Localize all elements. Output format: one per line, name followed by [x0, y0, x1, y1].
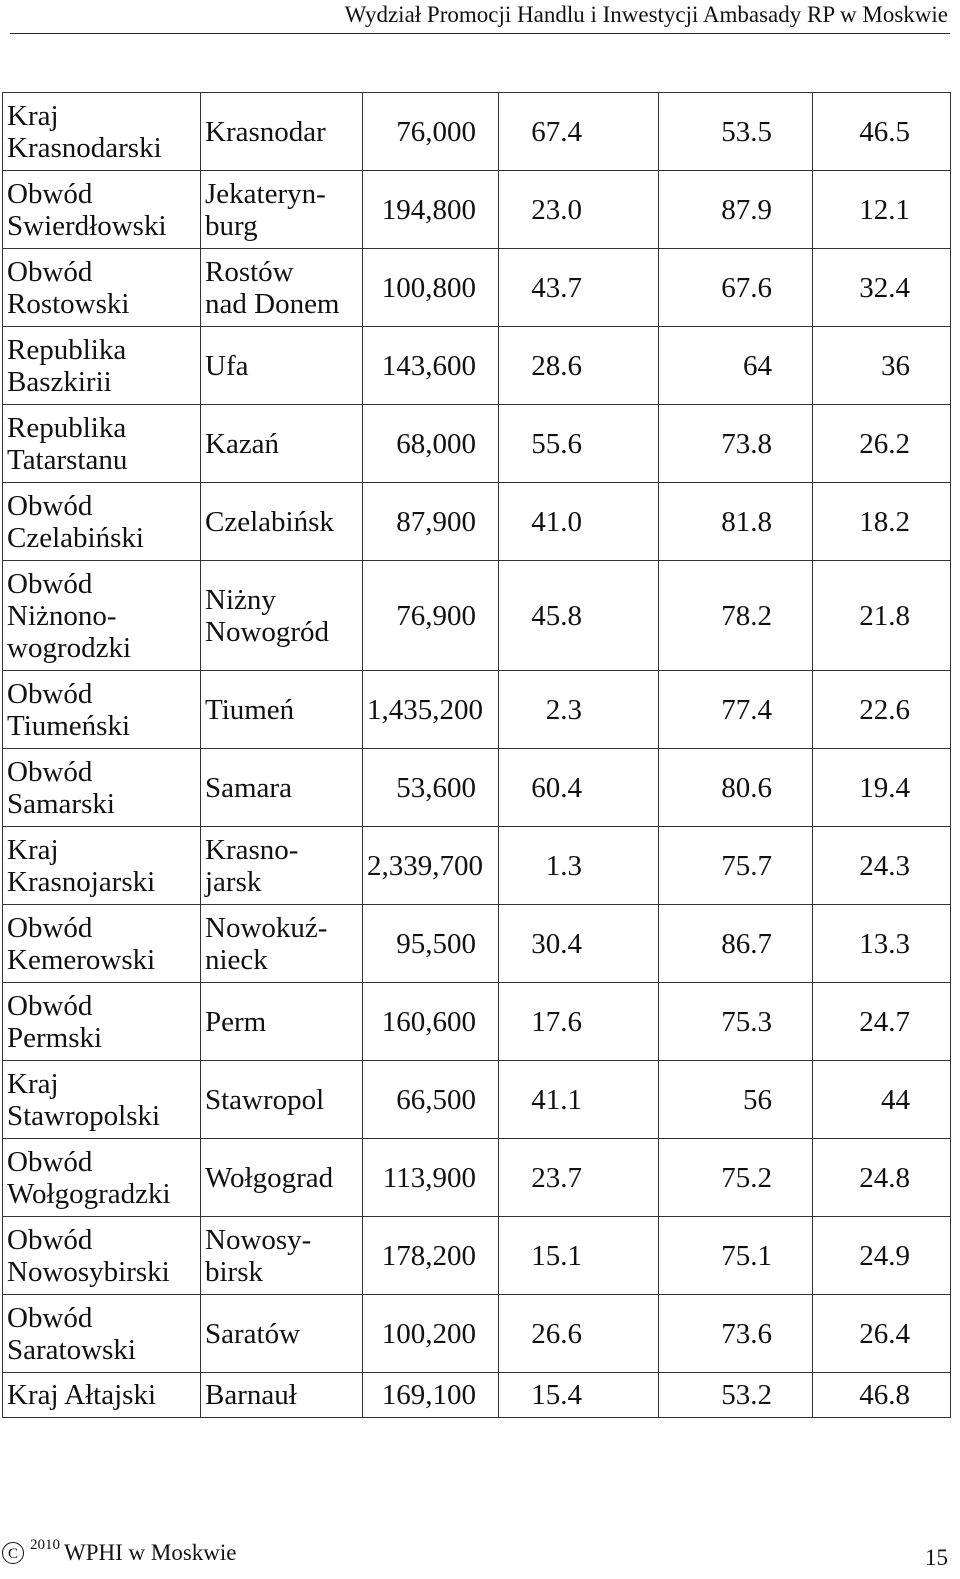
cell-value: 24.8 [859, 1161, 910, 1194]
value-cell-3 [659, 249, 813, 327]
cell-value: 13.3 [859, 927, 910, 960]
region-cell: Obwód Saratowski [3, 1295, 201, 1373]
header-rule [10, 33, 950, 34]
value-cell-3 [659, 671, 813, 749]
value-cell-3 [659, 327, 813, 405]
city-cell: Kazań [201, 405, 363, 483]
cell-value: 75.1 [721, 1239, 772, 1272]
table-row [3, 1295, 951, 1373]
region-cell: Obwód Swierdłowski [3, 171, 201, 249]
region-cell: Obwód Samarski [3, 749, 201, 827]
city-cell: Krasnodar [201, 93, 363, 171]
cell-value: 87.9 [721, 193, 772, 226]
value-cell-3 [659, 827, 813, 905]
table-row [3, 327, 951, 405]
value-cell-4 [813, 561, 951, 671]
cell-value: 143,600 [381, 349, 476, 382]
value-cell-2 [499, 1295, 659, 1373]
cell-value: 36 [881, 349, 910, 382]
cell-value: 64 [743, 349, 772, 382]
cell-value: 160,600 [381, 1005, 476, 1038]
value-cell-1 [363, 171, 499, 249]
cell-value: 22.6 [859, 693, 910, 726]
table-row [3, 1217, 951, 1295]
value-cell-1 [363, 905, 499, 983]
cell-value: 24.3 [859, 849, 910, 882]
cell-value: 67.6 [721, 271, 772, 304]
cell-value: 80.6 [721, 771, 772, 804]
value-cell-2 [499, 483, 659, 561]
table-row [3, 1061, 951, 1139]
value-cell-2 [499, 405, 659, 483]
city-cell: Nowokuź- nieck [201, 905, 363, 983]
value-cell-1 [363, 93, 499, 171]
city-cell: Krasno- jarsk [201, 827, 363, 905]
regions-table [2, 92, 951, 1418]
cell-value: 56 [743, 1083, 772, 1116]
value-cell-1 [363, 483, 499, 561]
value-cell-3 [659, 561, 813, 671]
city-cell: Rostów nad Donem [201, 249, 363, 327]
value-cell-2 [499, 827, 659, 905]
cell-value: 19.4 [859, 771, 910, 804]
cell-value: 76,000 [396, 115, 476, 148]
value-cell-4 [813, 1295, 951, 1373]
cell-value: 53.2 [721, 1379, 772, 1411]
value-cell-2 [499, 905, 659, 983]
cell-value: 53,600 [396, 771, 476, 804]
value-cell-3 [659, 171, 813, 249]
cell-value: 75.3 [721, 1005, 772, 1038]
city-cell: Niżny Nowogród [201, 561, 363, 671]
cell-value: 75.7 [721, 849, 772, 882]
table-row [3, 905, 951, 983]
cell-value: 26.4 [859, 1317, 910, 1350]
cell-value: 23.7 [531, 1161, 582, 1194]
cell-value: 32.4 [859, 271, 910, 304]
cell-value: 194,800 [381, 193, 476, 226]
table-row [3, 1139, 951, 1217]
cell-value: 2,339,700 [367, 849, 483, 882]
city-cell: Wołgograd [201, 1139, 363, 1217]
cell-value: 68,000 [396, 427, 476, 460]
table-row [3, 249, 951, 327]
value-cell-1 [363, 1373, 499, 1418]
city-cell: Saratów [201, 1295, 363, 1373]
city-cell: Samara [201, 749, 363, 827]
city-cell: Nowosy- birsk [201, 1217, 363, 1295]
value-cell-1 [363, 1217, 499, 1295]
cell-value: 24.7 [859, 1005, 910, 1038]
cell-value: 26.6 [531, 1317, 582, 1350]
cell-value: 81.8 [721, 505, 772, 538]
value-cell-4 [813, 983, 951, 1061]
cell-value: 45.8 [531, 599, 582, 632]
city-cell: Ufa [201, 327, 363, 405]
cell-value: 86.7 [721, 927, 772, 960]
region-cell: Obwód Rostowski [3, 249, 201, 327]
value-cell-2 [499, 561, 659, 671]
cell-value: 67.4 [531, 115, 582, 148]
city-cell: Tiumeń [201, 671, 363, 749]
value-cell-1 [363, 405, 499, 483]
cell-value: 12.1 [859, 193, 910, 226]
cell-value: 41.1 [531, 1083, 582, 1116]
cell-value: 30.4 [531, 927, 582, 960]
cell-value: 178,200 [381, 1239, 476, 1272]
table-body [3, 93, 951, 1418]
cell-value: 23.0 [531, 193, 582, 226]
region-cell: Kraj Stawropolski [3, 1061, 201, 1139]
footer-copyright [2, 1536, 237, 1566]
cell-value: 55.6 [531, 427, 582, 460]
cell-value: 95,500 [396, 927, 476, 960]
table-row [3, 827, 951, 905]
cell-value: 53.5 [721, 115, 772, 148]
cell-value: 28.6 [531, 349, 582, 382]
value-cell-4 [813, 327, 951, 405]
value-cell-4 [813, 93, 951, 171]
value-cell-4 [813, 1373, 951, 1418]
cell-value: 24.9 [859, 1239, 910, 1272]
cell-value: 100,200 [381, 1317, 476, 1350]
region-cell: Kraj Ałtajski [3, 1373, 201, 1418]
region-cell: Kraj Krasnodarski [3, 93, 201, 171]
value-cell-3 [659, 1061, 813, 1139]
copyright-icon: C [2, 1542, 24, 1564]
value-cell-1 [363, 327, 499, 405]
value-cell-2 [499, 671, 659, 749]
table-row [3, 561, 951, 671]
value-cell-2 [499, 1139, 659, 1217]
value-cell-3 [659, 1139, 813, 1217]
page-header: Wydział Promocji Handlu i Inwestycji Ambasady RP w Moskwie [344, 2, 948, 27]
value-cell-3 [659, 1373, 813, 1418]
value-cell-4 [813, 1217, 951, 1295]
region-cell: Obwód Wołgogradzki [3, 1139, 201, 1217]
value-cell-4 [813, 1061, 951, 1139]
cell-value: 75.2 [721, 1161, 772, 1194]
value-cell-2 [499, 1217, 659, 1295]
cell-value: 60.4 [531, 771, 582, 804]
publisher-name: WPHI w Moskwie [64, 1540, 237, 1565]
value-cell-4 [813, 671, 951, 749]
value-cell-3 [659, 1217, 813, 1295]
table-row [3, 749, 951, 827]
value-cell-4 [813, 749, 951, 827]
cell-value: 18.2 [859, 505, 910, 538]
value-cell-2 [499, 983, 659, 1061]
cell-value: 73.6 [721, 1317, 772, 1350]
cell-value: 1,435,200 [367, 693, 483, 726]
cell-value: 15.1 [531, 1239, 582, 1272]
value-cell-1 [363, 561, 499, 671]
cell-value: 46.8 [859, 1379, 910, 1411]
cell-value: 1.3 [545, 849, 582, 882]
cell-value: 44 [881, 1083, 910, 1116]
cell-value: 113,900 [382, 1161, 476, 1194]
value-cell-1 [363, 249, 499, 327]
value-cell-2 [499, 1373, 659, 1418]
value-cell-2 [499, 249, 659, 327]
region-cell: Kraj Krasnojarski [3, 827, 201, 905]
table-row [3, 983, 951, 1061]
city-cell: Perm [201, 983, 363, 1061]
cell-value: 46.5 [859, 115, 910, 148]
region-cell: Republika Tatarstanu [3, 405, 201, 483]
cell-value: 15.4 [531, 1379, 582, 1411]
value-cell-3 [659, 983, 813, 1061]
city-cell: Czelabińsk [201, 483, 363, 561]
value-cell-3 [659, 905, 813, 983]
cell-value: 2.3 [545, 693, 582, 726]
value-cell-1 [363, 983, 499, 1061]
cell-value: 76,900 [396, 599, 476, 632]
city-cell: Barnauł [201, 1373, 363, 1418]
value-cell-2 [499, 93, 659, 171]
cell-value: 87,900 [396, 505, 476, 538]
region-cell: Obwód Tiumeński [3, 671, 201, 749]
table-row [3, 483, 951, 561]
region-cell: Obwód Kemerowski [3, 905, 201, 983]
cell-value: 17.6 [531, 1005, 582, 1038]
value-cell-1 [363, 749, 499, 827]
cell-value: 169,100 [381, 1379, 476, 1411]
value-cell-4 [813, 905, 951, 983]
cell-value: 100,800 [381, 271, 476, 304]
value-cell-3 [659, 749, 813, 827]
value-cell-2 [499, 327, 659, 405]
value-cell-3 [659, 405, 813, 483]
cell-value: 41.0 [531, 505, 582, 538]
value-cell-1 [363, 1139, 499, 1217]
cell-value: 26.2 [859, 427, 910, 460]
value-cell-2 [499, 749, 659, 827]
region-cell: Obwód Nowosybirski [3, 1217, 201, 1295]
value-cell-1 [363, 1061, 499, 1139]
page-number: 15 [925, 1545, 948, 1570]
value-cell-3 [659, 483, 813, 561]
value-cell-2 [499, 171, 659, 249]
cell-value: 43.7 [531, 271, 582, 304]
value-cell-1 [363, 671, 499, 749]
cell-value: 21.8 [859, 599, 910, 632]
value-cell-1 [363, 827, 499, 905]
cell-value: 66,500 [396, 1083, 476, 1116]
table-row [3, 93, 951, 171]
table-row [3, 171, 951, 249]
city-cell: Stawropol [201, 1061, 363, 1139]
value-cell-2 [499, 1061, 659, 1139]
city-cell: Jekateryn- burg [201, 171, 363, 249]
value-cell-4 [813, 405, 951, 483]
value-cell-3 [659, 1295, 813, 1373]
table-row [3, 1373, 951, 1418]
value-cell-1 [363, 1295, 499, 1373]
table-row [3, 671, 951, 749]
region-cell: Obwód Czelabiński [3, 483, 201, 561]
value-cell-4 [813, 827, 951, 905]
cell-value: 78.2 [721, 599, 772, 632]
copyright-year: 2010 [30, 1536, 60, 1553]
cell-value: 77.4 [721, 693, 772, 726]
region-cell: Republika Baszkirii [3, 327, 201, 405]
region-cell: Obwód Niżnono- wogrodzki [3, 561, 201, 671]
value-cell-4 [813, 249, 951, 327]
cell-value: 73.8 [721, 427, 772, 460]
value-cell-3 [659, 93, 813, 171]
region-cell: Obwód Permski [3, 983, 201, 1061]
value-cell-4 [813, 1139, 951, 1217]
table-row [3, 405, 951, 483]
value-cell-4 [813, 171, 951, 249]
value-cell-4 [813, 483, 951, 561]
